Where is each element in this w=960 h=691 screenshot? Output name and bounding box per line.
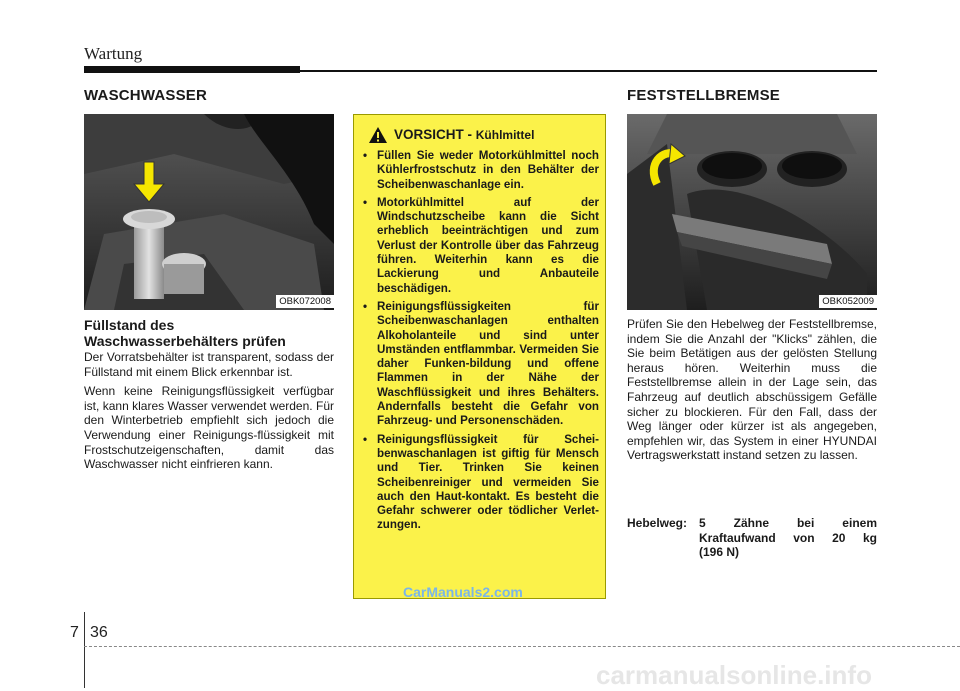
washer-reservoir-photo xyxy=(84,114,334,310)
spec-line-2: Kraftaufwand von 20 kg xyxy=(699,530,877,545)
spec-values xyxy=(699,516,877,560)
warning-item-2: • Motorkühlmittel auf der Windschutzscheibe kann die Sicht erheblich beeinträchtigen und zum Verlust der Kontrolle über das Fahrzeug führen. Weiterhin kann es die Lackierung und Anbauteile beschädigen. xyxy=(363,196,599,296)
header-bar xyxy=(84,66,300,73)
parking-brake-photo xyxy=(627,114,877,310)
section-title-feststellbremse: FESTSTELLBREMSE xyxy=(627,87,781,104)
parking-brake-illustration xyxy=(627,114,877,310)
running-header: Wartung xyxy=(84,44,143,63)
warning-item-4: • Reinigungsflüssigkeit für Schei-benwaschanlagen ist giftig für Mensch und Tier. Trinken Sie keinen Scheibenreiniger und vermeiden Sie auch den Haut-kontakt. Es besteht die Gefahr schwerer oder tödlicher Verlet-zungen. xyxy=(363,433,599,533)
photo-code-right: OBK052009 xyxy=(819,295,877,308)
warning-item-1: • Füllen Sie weder Motorkühlmittel noch Kühlerfrostschutz in den Behälter der Scheibenwaschanlage ein. xyxy=(363,149,599,192)
left-paragraph-1: Der Vorratsbehälter ist transparent, sodass der Füllstand mit einem Blick erkennbar ist. xyxy=(84,350,334,379)
warning-title-main: VORSICHT - xyxy=(394,127,476,142)
warning-item-3: • Reinigungsflüssigkeiten für Scheibenwaschanlagen enthalten Alkoholanteile und sind unter Umständen entflammbar. Vermeiden Sie daher Funken-bildung und offene Flammen in der Nähe der Waschflüssigkeit und ihres Behälters. Andernfalls besteht die Gefahr von Fahrzeug- und Personenschäden. xyxy=(363,300,599,429)
footer-divider xyxy=(84,612,85,688)
spec-line-1: 5 Zähne bei einem xyxy=(699,516,877,530)
warning-list xyxy=(363,149,599,537)
left-paragraph-2: Wenn keine Reinigungsflüssigkeit verfügbar ist, kann klares Wasser verwendet werden. Für den Winterbetrieb empfiehlt sich jedoch die Verwendung einer Reinigungs-flüssigkeit mit Frostschutzeigenschaften, damit das Waschwasser nicht einfrieren kann. xyxy=(84,384,334,472)
footer-rule xyxy=(84,646,960,647)
right-body-text: Prüfen Sie den Hebelweg der Feststellbremse, indem Sie die Anzahl der "Klicks" zählen, die Sie beim Betätigen aus der gelösten Stellung heraus hören. Weiterhin muss die Feststellbremse allein in der Lage sein, das Fahrzeug auf deutlich abschüssigem Gefälle sicher zu blockieren. Für den Fall, dass der Weg länger oder kürzer ist als angegeben, empfehlen wir, das System in einer HYUNDAI Vertragswerkstatt instand setzen zu lassen. xyxy=(627,317,877,463)
spec-label: Hebelweg: xyxy=(627,516,688,530)
washer-reservoir-illustration xyxy=(84,114,334,310)
warning-title-sub: Kühlmittel xyxy=(475,128,535,142)
subhead-line-1: Füllstand des xyxy=(84,317,175,333)
section-title-waschwasser: WASCHWASSER xyxy=(84,87,208,104)
warning-title xyxy=(394,127,534,142)
spec-line-3: (196 N) xyxy=(699,545,740,560)
warning-triangle-icon xyxy=(368,126,388,144)
header-rule xyxy=(300,70,877,72)
page-number: 36 xyxy=(90,624,108,641)
photo-code-left: OBK072008 xyxy=(276,295,334,308)
left-body-text xyxy=(84,350,334,477)
warning-box xyxy=(353,114,606,599)
subhead-fuellstand xyxy=(84,317,334,349)
car-manuals-watermark[interactable]: CarManuals2.com xyxy=(403,584,523,600)
site-watermark: carmanualsonline.info xyxy=(596,660,872,690)
subhead-line-2: Waschwasserbehälters prüfen xyxy=(84,333,286,349)
chapter-number: 7 xyxy=(70,624,79,641)
